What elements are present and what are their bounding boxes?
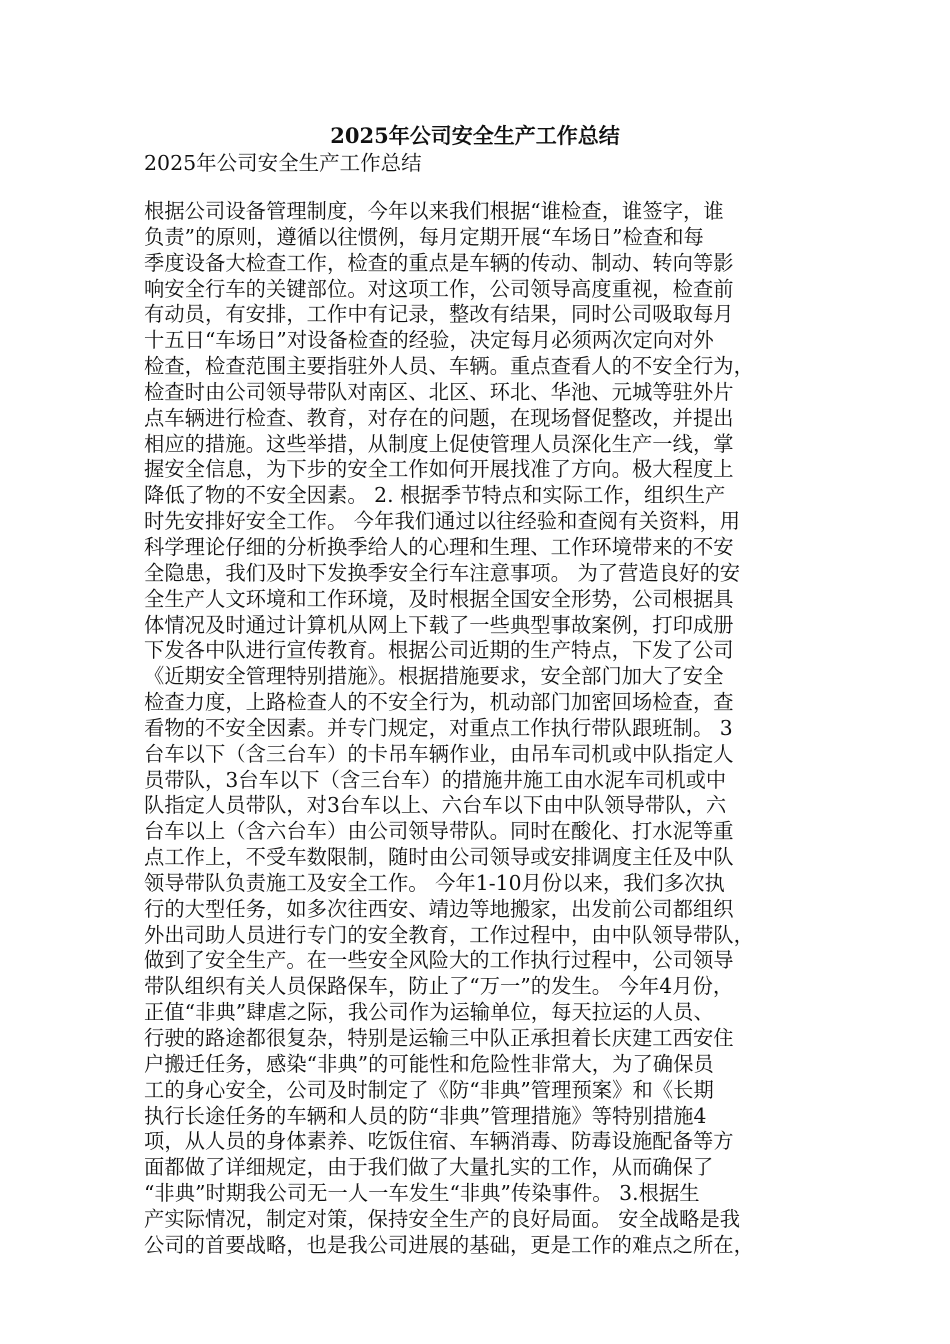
body-text <box>144 199 824 1259</box>
body-line: 有动员，有安排，工作中有记录，整改有结果，同时公司吸取每月 <box>144 302 734 327</box>
body-line: 队指定人员带队，对3台车以上、六台车以下由中队领导带队，六 <box>144 793 727 818</box>
body-line: 季度设备大检查工作，检查的重点是车辆的传动、制动、转向等影 <box>144 250 734 275</box>
body-line: 公司的首要战略，也是我公司进展的基础，更是工作的难点之所在， <box>144 1232 754 1257</box>
body-line: 降低了物的不安全因素。 2. 根据季节特点和实际工作，组织生产 <box>144 483 726 508</box>
body-line: 项，从人员的身体素养、吃饭住宿、车辆消毒、防毒设施配备等方 <box>144 1129 734 1154</box>
body-line: 响安全行车的关键部位。对这项工作，公司领导高度重视，检查前 <box>144 276 734 301</box>
body-line: 全隐患，我们及时下发换季安全行车注意事项。 为了营造良好的安 <box>144 560 741 585</box>
body-line: 负责”的原则，遵循以往惯例，每月定期开展“车场日”检查和每 <box>144 224 704 249</box>
body-line: 时先安排好安全工作。 今年我们通过以往经验和查阅有关资料，用 <box>144 509 741 534</box>
body-line: 外出司助人员进行专门的安全教育，工作过程中，由中队领导带队， <box>144 922 754 947</box>
body-line: 检查力度，上路检查人的不安全行为，机动部门加密回场检查，查 <box>144 690 734 715</box>
body-line: 下发各中队进行宣传教育。根据公司近期的生产特点，下发了公司 <box>144 638 734 663</box>
body-line: 根据公司设备管理制度，今年以来我们根据“谁检查，谁签字，谁 <box>144 199 724 223</box>
body-line: 工的身心安全，公司及时制定了《防“非典”管理预案》和《长期 <box>144 1077 714 1102</box>
body-line: 十五日“车场日”对设备检查的经验，决定每月必须两次定向对外 <box>144 328 714 353</box>
body-line: 行驶的路途都很复杂，特别是运输三中队正承担着长庆建工西安住 <box>144 1026 734 1050</box>
body-line: 握安全信息，为下步的安全工作如何开展找准了方向。极大程度上 <box>144 457 734 482</box>
body-line: 员带队，3台车以下（含三台车）的措施井施工由水泥车司机或中 <box>144 767 727 792</box>
body-line: 正值“非典”肆虐之际，我公司作为运输单位，每天拉运的人员、 <box>144 1000 714 1025</box>
body-line: 检查时由公司领导带队对南区、北区、环北、华池、元城等驻外片 <box>144 379 734 404</box>
body-line: 户搬迁任务，感染“非典”的可能性和危险性非常大，为了确保员 <box>144 1051 714 1076</box>
document-title: 2025年公司安全生产工作总结 <box>330 123 620 148</box>
body-line: 台车以上（含六台车）由公司领导带队。同时在酸化、打水泥等重 <box>144 819 734 844</box>
body-line: 做到了安全生产。在一些安全风险大的工作执行过程中，公司领导 <box>144 948 734 973</box>
body-line: 台车以下（含三台车）的卡吊车辆作业，由吊车司机或中队指定人 <box>144 741 734 766</box>
body-line: 看物的不安全因素。并专门规定，对重点工作执行带队跟班制。 3 <box>144 715 733 740</box>
body-line: 产实际情况，制定对策，保持安全生产的良好局面。 安全战略是我 <box>144 1206 741 1231</box>
document-subtitle: 2025年公司安全生产工作总结 <box>144 151 422 175</box>
body-line: 领导带队负责施工及安全工作。 今年1-10月份以来，我们多次执 <box>144 870 725 895</box>
body-line: 点工作上，不受车数限制，随时由公司领导或安排调度主任及中队 <box>144 845 734 870</box>
body-line: 全生产人文环境和工作环境，及时根据全国安全形势，公司根据具 <box>144 586 734 611</box>
body-line: 体情况及时通过计算机从网上下载了一些典型事故案例，打印成册 <box>144 612 734 637</box>
body-line: 点车辆进行检查、教育，对存在的问题，在现场督促整改，并提出 <box>144 405 734 430</box>
body-line: 面都做了详细规定，由于我们做了大量扎实的工作，从而确保了 <box>144 1155 714 1180</box>
body-line: 行的大型任务，如多次往西安、靖边等地搬家，出发前公司都组织 <box>144 896 734 921</box>
body-line: 检查，检查范围主要指驻外人员、车辆。重点查看人的不安全行为， <box>144 354 754 379</box>
body-line: 执行长途任务的车辆和人员的防“非典”管理措施》等特别措施4 <box>144 1103 707 1128</box>
body-line: 科学理论仔细的分析换季给人的心理和生理、工作环境带来的不安 <box>144 534 734 559</box>
body-line: “非典”时期我公司无一人一车发生“非典”传染事件。 3.根据生 <box>144 1181 700 1206</box>
body-line: 《近期安全管理特别措施》。根据措施要求，安全部门加大了安全 <box>144 664 724 689</box>
body-line: 相应的措施。这些举措，从制度上促使管理人员深化生产一线，掌 <box>144 431 734 456</box>
body-line: 带队组织有关人员保路保车，防止了“万一”的发生。 今年4月份， <box>144 974 734 999</box>
